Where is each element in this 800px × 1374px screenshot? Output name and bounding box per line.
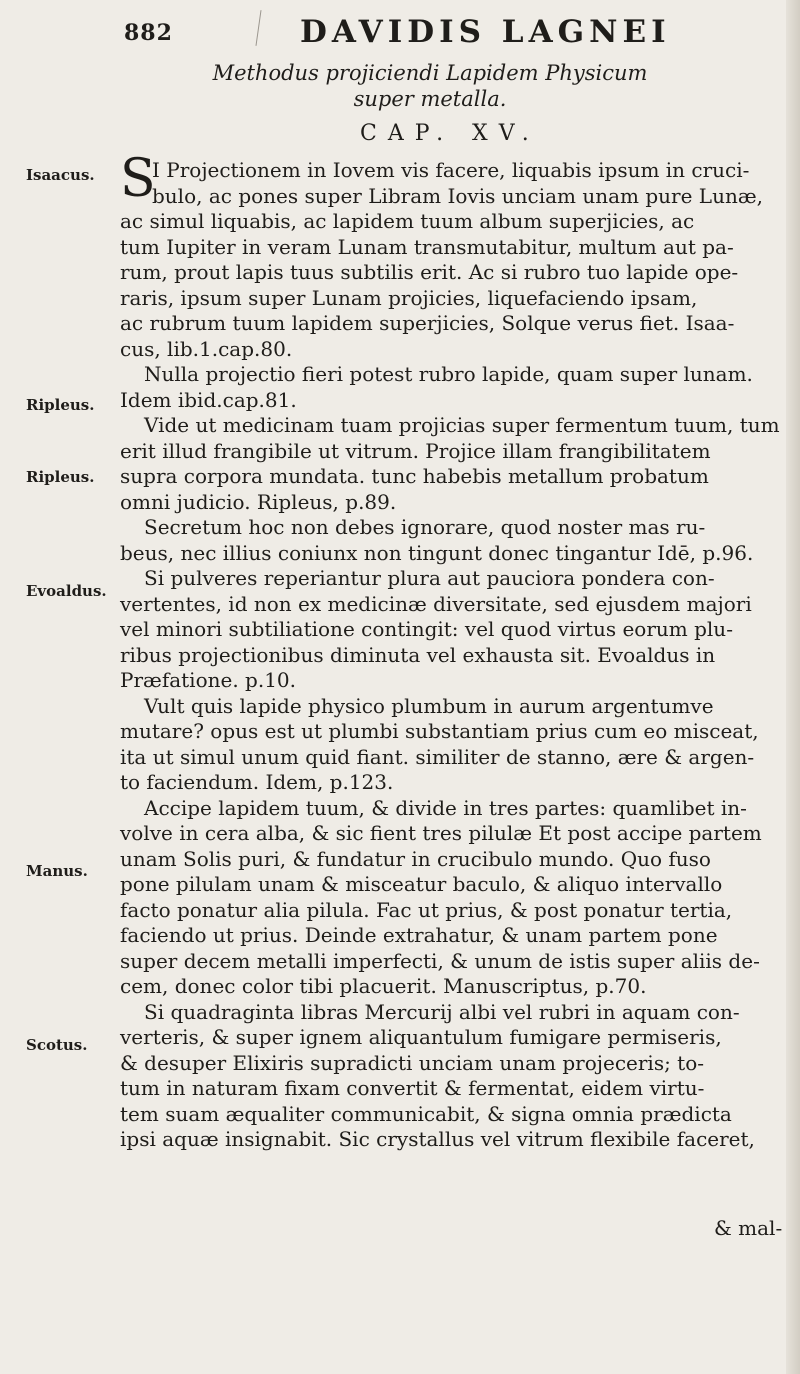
- chapter-title: Methodus projiciendi Lapidem Physicum super metalla.: [212, 61, 648, 111]
- text-line: to faciendum. Idem, p.123.: [120, 770, 394, 794]
- margin-note-evoaldus: Evoaldus.: [26, 582, 107, 600]
- text-line: Vult quis lapide physico plumbum in aurum argentumve: [144, 693, 714, 718]
- text-line: rum, prout lapis tuus subtilis erit. Ac si rubro tuo lapide ope-: [120, 260, 739, 284]
- text-line: Vide ut medicinam tuam projicias super fermentum tuum, tum: [144, 413, 780, 437]
- margin-note-scotus: Scotus.: [26, 1036, 88, 1054]
- body-text: [120, 158, 792, 1153]
- text-line: ita ut simul unum quid fiant. similiter de stanno, ære & argen-: [120, 744, 755, 769]
- text-line: ipsi aquæ insignabit. Sic crystallus vel vitrum flexibile faceret,: [120, 1127, 755, 1151]
- text-line: ribus projectionibus diminuta vel exhausta sit. Evoaldus in: [120, 642, 716, 667]
- catchword: & mal-: [714, 1216, 783, 1240]
- text-line: pone pilulam unam & misceatur baculo, & aliquo intervallo: [120, 872, 723, 896]
- text-line: tum Iupiter in veram Lunam transmutabitur, multum aut pa-: [120, 234, 734, 259]
- text-line: vel minori subtiliatione contingit: vel quod virtus eorum plu-: [120, 617, 733, 641]
- text-line: unam Solis puri, & fundatur in crucibulo mundo. Quo fuso: [120, 846, 711, 871]
- margin-note-ripleus-1: Ripleus.: [26, 396, 95, 414]
- chapter-number: CAP. XV.: [360, 121, 540, 146]
- text-line: bulo, ac pones super Libram Iovis unciam unam pure Lunæ,: [152, 183, 763, 208]
- text-line: ac simul liquabis, ac lapidem tuum album superjicies, ac: [120, 209, 695, 233]
- text-line: erit illud frangibile ut vitrum. Projice illam frangibilitatem: [120, 438, 711, 463]
- page-number: 882: [124, 20, 173, 46]
- page-mark: [255, 10, 261, 46]
- text-line: faciendo ut prius. Deinde extrahatur, & unam partem pone: [120, 923, 718, 947]
- text-line: I Projectionem in Iovem vis facere, liquabis ipsum in cruci-: [152, 158, 750, 182]
- text-line: super decem metalli imperfecti, & unum de istis super aliis de-: [120, 948, 760, 973]
- text-line: Accipe lapidem tuum, & divide in tres partes: quamlibet in-: [144, 795, 747, 820]
- text-line: verteris, & super ignem aliquantulum fumigare permiseris,: [120, 1025, 722, 1049]
- text-line: Si quadraginta libras Mercurij albi vel rubri in aquam con-: [144, 999, 740, 1024]
- text-line: Nulla projectio fieri potest rubro lapide, quam super lunam.: [144, 362, 753, 386]
- text-line: ac rubrum tuum lapidem superjicies, Solque verus fiet. Isaa-: [120, 311, 735, 335]
- text-line: cem, donec color tibi placuerit. Manuscriptus, p.70.: [120, 974, 647, 998]
- margin-note-isaacus: Isaacus.: [26, 166, 95, 184]
- text-line: Idem ibid.cap.81.: [120, 387, 297, 412]
- text-line: supra corpora mundata. tunc habebis metallum probatum: [120, 464, 709, 488]
- text-line: raris, ipsum super Lunam projicies, liquefaciendo ipsam,: [120, 285, 698, 310]
- text-line: tem suam æqualiter communicabit, & signa omnia prædicta: [120, 1101, 732, 1126]
- text-line: Secretum hoc non debes ignorare, quod noster mas ru-: [144, 515, 706, 539]
- text-line: cus, lib.1.cap.80.: [120, 336, 293, 361]
- margin-note-manus: Manus.: [26, 862, 88, 880]
- text-line: facto ponatur alia pilula. Fac ut prius, & post ponatur tertia,: [120, 897, 733, 922]
- text-line: beus, nec illius coniunx non tingunt donec tingantur Idē, p.96.: [120, 540, 754, 565]
- text-line: vertentes, id non ex medicinæ diversitate, sed ejusdem majori: [120, 591, 752, 616]
- text-line: omni judicio. Ripleus, p.89.: [120, 489, 397, 514]
- drop-cap: S: [120, 149, 156, 209]
- text-line: Præfatione. p.10.: [120, 668, 297, 692]
- margin-note-ripleus-2: Ripleus.: [26, 468, 95, 486]
- text-line: tum in naturam fixam convertit & fermentat, eidem virtu-: [120, 1076, 705, 1100]
- text-line: Si pulveres reperiantur plura aut pauciora pondera con-: [144, 566, 715, 590]
- running-head: DAVIDIS LAGNEI: [300, 14, 671, 50]
- text-line: volve in cera alba, & sic fient tres pilulæ Et post accipe partem: [120, 821, 762, 845]
- text-line: & desuper Elixiris supradicti unciam unam projeceris; to-: [120, 1050, 705, 1075]
- text-line: mutare? opus est ut plumbi substantiam prius cum eo misceat,: [120, 719, 759, 743]
